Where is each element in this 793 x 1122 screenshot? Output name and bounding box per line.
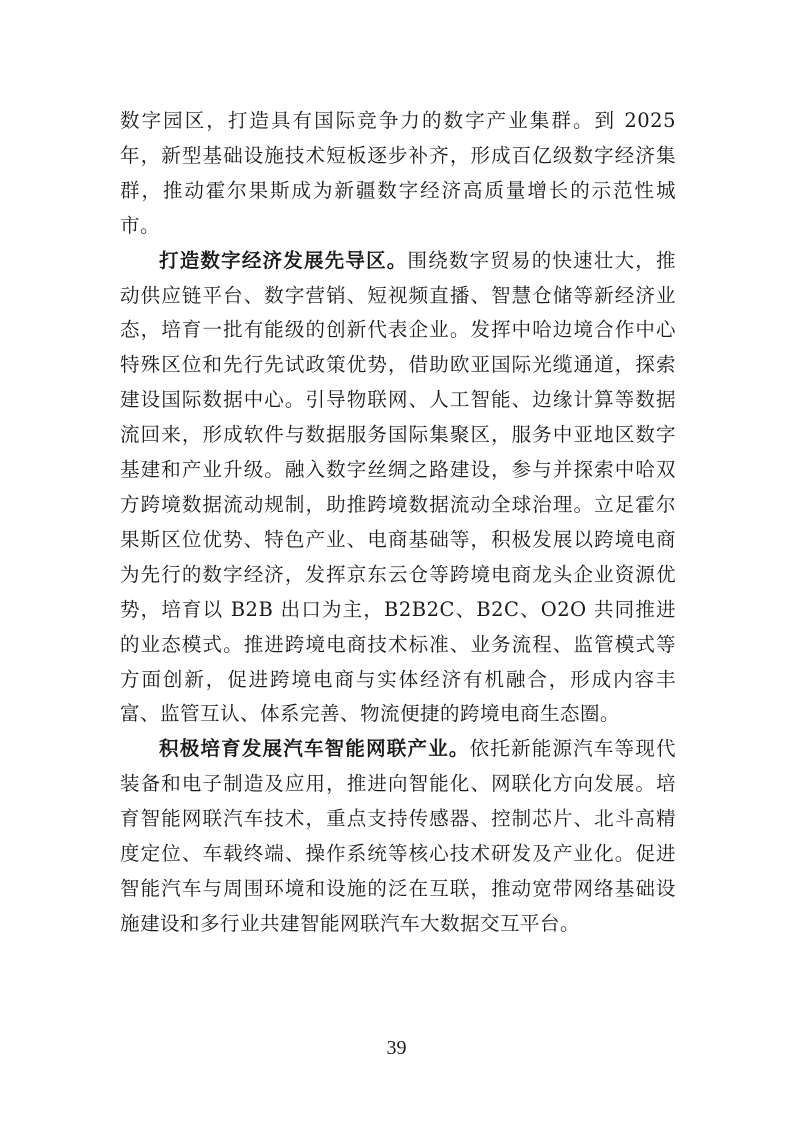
paragraph-intelligent-connected-vehicles xyxy=(120,732,676,941)
paragraph-heading: 积极培育发展汽车智能网联产业。 xyxy=(159,737,470,761)
page-number: 39 xyxy=(386,1037,407,1059)
paragraph-heading: 打造数字经济发展先导区。 xyxy=(159,248,408,272)
paragraph-text: 数字园区，打造具有国际竞争力的数字产业集群。到 2025 年，新型基础设施技术短板逐步补齐，形成百亿级数字经济集群，推动霍尔果斯成为新疆数字经济高质量增长的示范性城市。 xyxy=(120,109,676,237)
body-text xyxy=(120,104,676,942)
paragraph-digital-economy-pilot-zone xyxy=(120,244,676,733)
paragraph-continuation xyxy=(120,104,676,244)
paragraph-text: 围绕数字贸易的快速壮大，推动供应链平台、数字营销、短视频直播、智慧仓储等新经济业态，培育一批有能级的创新代表企业。发挥中哈边境合作中心特殊区位和先行先试政策优势，借助欧亚国际光缆通道，探索建设国际数据中心。引导物联网、人工智能、边缘计算等数据流回来，形成软件与数据服务国际集聚区，服务中亚地区数字基建和产业升级。融入数字丝绸之路建设，参与并探索中哈双方跨境数据流动规制，助推跨境数据流动全球治理。立足霍尔果斯区位优势、特色产业、电商基础等，积极发展以跨境电商为先行的数字经济，发挥京东云仓等跨境电商龙头企业资源优势，培育以 B2B 出口为主，B2B2C、B2C、O2O 共同推进的业态模式。推进跨境电商技术标准、业务流程、监管模式等方面创新，促进跨境电商与实体经济有机融合，形成内容丰富、监管互认、体系完善、物流便捷的跨境电商生态圈。 xyxy=(120,248,676,726)
paragraph-text: 依托新能源汽车等现代装备和电子制造及应用，推进向智能化、网联化方向发展。培育智能网联汽车技术，重点支持传感器、控制芯片、北斗高精度定位、车载终端、操作系统等核心技术研发及产业化。促进智能汽车与周围环境和设施的泛在互联，推动宽带网络基础设施建设和多行业共建智能网联汽车大数据交互平台。 xyxy=(120,737,676,935)
